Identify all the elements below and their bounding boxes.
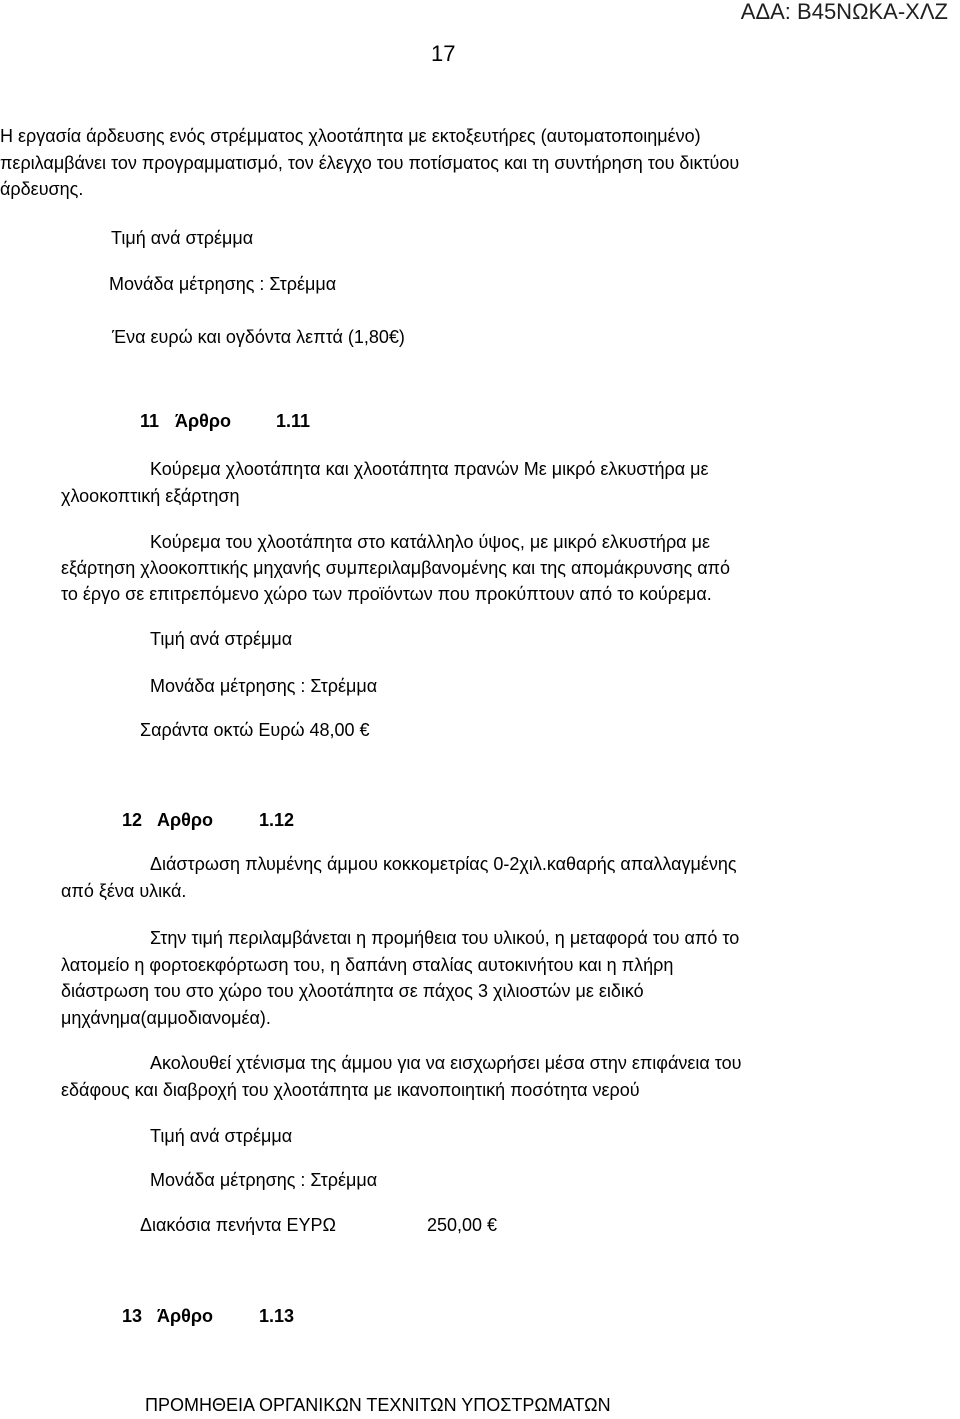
article-11-number: 11 <box>140 411 160 431</box>
article-12-title-line-1: Διάστρωση πλυμένης άμμου κοκκομετρίας 0-2χιλ.καθαρής απαλλαγμένης <box>150 854 737 874</box>
article-11-unit-label: Μονάδα μέτρησης : Στρέμμα <box>150 676 378 696</box>
article-12-followup-line-1: Ακολουθεί χτένισμα της άμμου για να εισχωρήσει μέσα στην επιφάνεια του <box>150 1053 742 1073</box>
article-12-title-line-2: από ξένα υλικά. <box>61 881 187 901</box>
article-12-desc-line-2: λατομείο η φορτοεκφόρτωση του, η δαπάνη σταλίας αυτοκινήτου και η πλήρη <box>61 955 674 975</box>
article-12-number: 12 <box>122 810 143 830</box>
article-11-price-text: Σαράντα οκτώ Ευρώ 48,00 € <box>140 720 370 740</box>
intro-unit-label: Μονάδα μέτρησης : Στρέμμα <box>109 274 337 294</box>
article-11-title-line-2: χλοοκοπτική εξάρτηση <box>61 486 240 506</box>
article-11-price-label: Τιμή ανά στρέμμα <box>150 629 293 649</box>
article-13-code: 1.13 <box>259 1306 295 1326</box>
article-12-desc-line-3: διάστρωση του στο χώρο του χλοοτάπητα σε πάχος 3 χιλιοστών με ειδικό <box>61 981 644 1001</box>
article-11-desc-line-2: εξάρτηση χλοοκοπτικής μηχανής συμπεριλαμβανομένης και της απομάκρυνσης από <box>61 558 731 578</box>
article-11-desc-line-3: το έργο σε επιτρεπόμενο χώρο των προϊόντων που προκύπτουν από το κούρεμα. <box>61 584 712 604</box>
article-12-price-label: Τιμή ανά στρέμμα <box>150 1126 293 1146</box>
article-12-followup-line-2: εδάφους και διαβροχή του χλοοτάπητα με ικανοποιητική ποσότητα νερού <box>61 1080 640 1100</box>
intro-line-3: άρδευσης. <box>0 179 84 199</box>
intro-price-label: Τιμή ανά στρέμμα <box>111 228 254 248</box>
article-11-title-line-1: Κούρεμα χλοοτάπητα και χλοοτάπητα πρανών Με μικρό ελκυστήρα με <box>150 459 709 479</box>
ada-code: ΑΔΑ: Β45ΝΩΚΑ-ΧΛΖ <box>740 0 948 24</box>
article-12-unit-label: Μονάδα μέτρησης : Στρέμμα <box>150 1170 378 1190</box>
article-12-desc-line-1: Στην τιμή περιλαμβάνεται η προμήθεια του υλικού, η μεταφορά του από το <box>150 928 740 948</box>
article-12-label: Αρθρο <box>157 810 213 830</box>
page-number: 17 <box>431 41 456 66</box>
intro-line-1: Η εργασία άρδευσης ενός στρέμματος χλοοτάπητα με εκτοξευτήρες (αυτοματοποιημένο) <box>0 126 701 146</box>
article-13-title: ΠΡΟΜΗΘΕΙΑ ΟΡΓΑΝΙΚΩΝ ΤΕΧΝΙΤΩΝ ΥΠΟΣΤΡΩΜΑΤΩΝ <box>145 1395 611 1415</box>
article-11-label: Άρθρο <box>175 411 231 431</box>
article-13-number: 13 <box>122 1306 143 1326</box>
article-12-price-words: Διακόσια πενήντα ΕΥΡΩ <box>140 1215 336 1235</box>
article-12-code: 1.12 <box>259 810 295 830</box>
intro-price-text: Ένα ευρώ και ογδόντα λεπτά (1,80€) <box>112 327 405 347</box>
article-11-code: 1.11 <box>276 411 311 431</box>
article-12-desc-line-4: μηχάνημα(αμμοδιανομέα). <box>61 1008 271 1028</box>
article-11-desc-line-1: Κούρεμα του χλοοτάπητα στο κατάλληλο ύψος, με μικρό ελκυστήρα με <box>150 532 710 552</box>
intro-line-2: περιλαμβάνει τον προγραμματισμό, τον έλεγχο του ποτίσματος και τη συντήρηση του δικτύου <box>0 153 740 173</box>
article-13-label: Άρθρο <box>157 1306 213 1326</box>
article-12-price-value: 250,00 € <box>427 1215 498 1235</box>
